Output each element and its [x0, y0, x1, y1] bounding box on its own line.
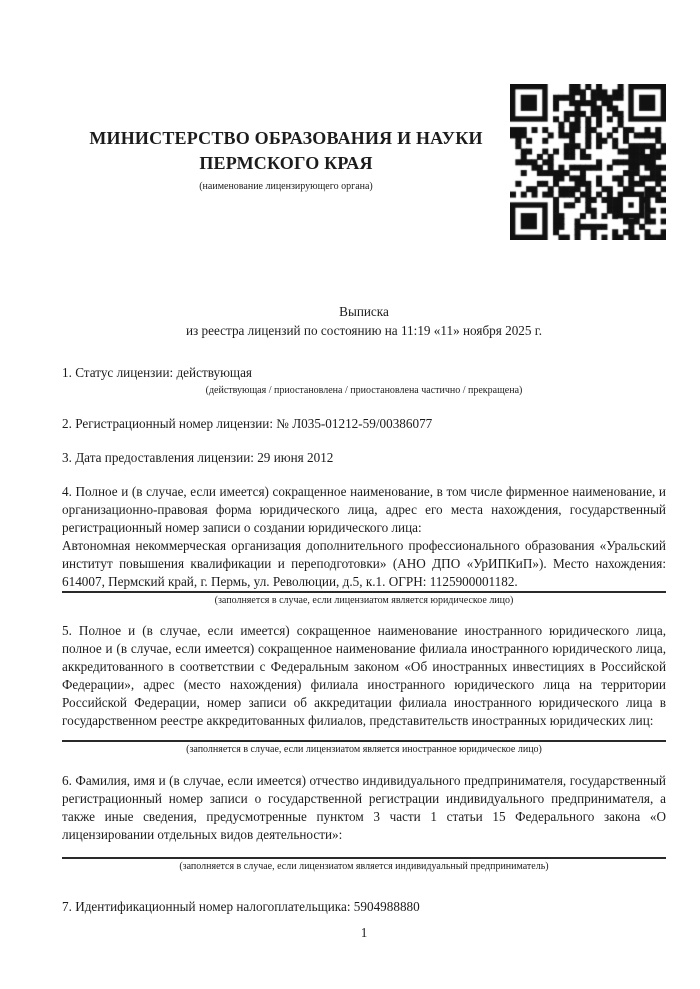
- page-number: 1: [360, 925, 368, 940]
- extract-title-block: [62, 302, 666, 340]
- item-4-value: Автономная некоммерческая организация дополнительного профессионального образования «Уральский институт повышения квалификации и переподготовки» (АНО ДПО «УрИПКиП»). Место нахождения: 614007, Пермский край, г. Пермь, ул. Революции, д.5, к.1. ОГРН: 1125900001182.: [62, 538, 666, 589]
- ministry-name-line2: ПЕРМСКОГО КРАЯ: [199, 153, 373, 173]
- extract-subtitle: из реестра лицензий по состоянию на 11:19 «11» ноября 2025 г.: [185, 323, 543, 338]
- item-1-text: 1. Статус лицензии: действующая: [62, 365, 253, 380]
- ministry-name-line1: МИНИСТЕРСТВО ОБРАЗОВАНИЯ И НАУКИ: [89, 128, 483, 148]
- item-6-empty-value: [62, 844, 666, 857]
- item-5-text: 5. Полное и (в случае, если имеется) сокращенное наименование иностранного юридического лица, полное и (в случае, если имеется) сокращенное наименование филиала иностранного юридического лица, аккредитованного в соответствии с Федеральным законом «Об иностранных инвестициях в Российской Федерации», адрес (место нахождения) филиала иностранного юридического лица на территории Российской Федерации, номер записи об аккредитации филиала иностранного юридического лица в государственном реестре аккредитованных филиалов, представительств иностранных юридических лиц:: [62, 623, 666, 728]
- item-3-text: 3. Дата предоставления лицензии: 29 июня 2012: [62, 450, 334, 465]
- item-6-note: (заполняется в случае, если лицензиатом является индивидуальный предприниматель): [179, 861, 549, 872]
- document-header: [62, 0, 666, 240]
- item-6-text: 6. Фамилия, имя и (в случае, если имеется) отчество индивидуального предпринимателя, государственный регистрационный номер записи о государственной регистрации индивидуального предпринимателя, а также иные сведения, предусмотренные пунктом 3 части 1 статьи 15 Федерального закона «О лицензировании отдельных видов деятельности»:: [62, 773, 666, 842]
- qr-code: [510, 84, 666, 240]
- item-5-note: (заполняется в случае, если лицензиатом является иностранное юридическое лицо): [186, 744, 542, 755]
- ministry-caption: (наименование лицензирующего органа): [199, 181, 373, 192]
- licensing-authority-block: [62, 84, 510, 193]
- item-5-foreign-entity: [62, 622, 666, 757]
- ministry-name: [62, 126, 510, 176]
- item-7-taxpayer-number: [62, 898, 666, 916]
- item-2-registration-number: [62, 415, 666, 433]
- item-4-text: 4. Полное и (в случае, если имеется) сокращенное наименование, в том числе фирменное наименование, и организационно-правовая форма юридического лица, адрес его места нахождения, государственный регистрационный номер записи о создании юридического лица:: [62, 484, 666, 535]
- item-4-note: (заполняется в случае, если лицензиатом является юридическое лицо): [214, 595, 514, 606]
- extract-title: Выписка: [339, 304, 389, 319]
- item-3-grant-date: [62, 449, 666, 467]
- item-7-text: 7. Идентификационный номер налогоплательщика: 5904988880: [62, 899, 420, 914]
- item-2-text: 2. Регистрационный номер лицензии: № Л035-01212-59/00386077: [62, 416, 433, 431]
- item-1-license-status: [62, 364, 666, 398]
- extract-items: [62, 364, 666, 916]
- item-1-note: (действующая / приостановлена / приостановлена частично / прекращена): [205, 385, 523, 396]
- item-6-entrepreneur: [62, 772, 666, 874]
- item-5-empty-value: [62, 730, 666, 740]
- item-4-legal-entity: [62, 483, 666, 608]
